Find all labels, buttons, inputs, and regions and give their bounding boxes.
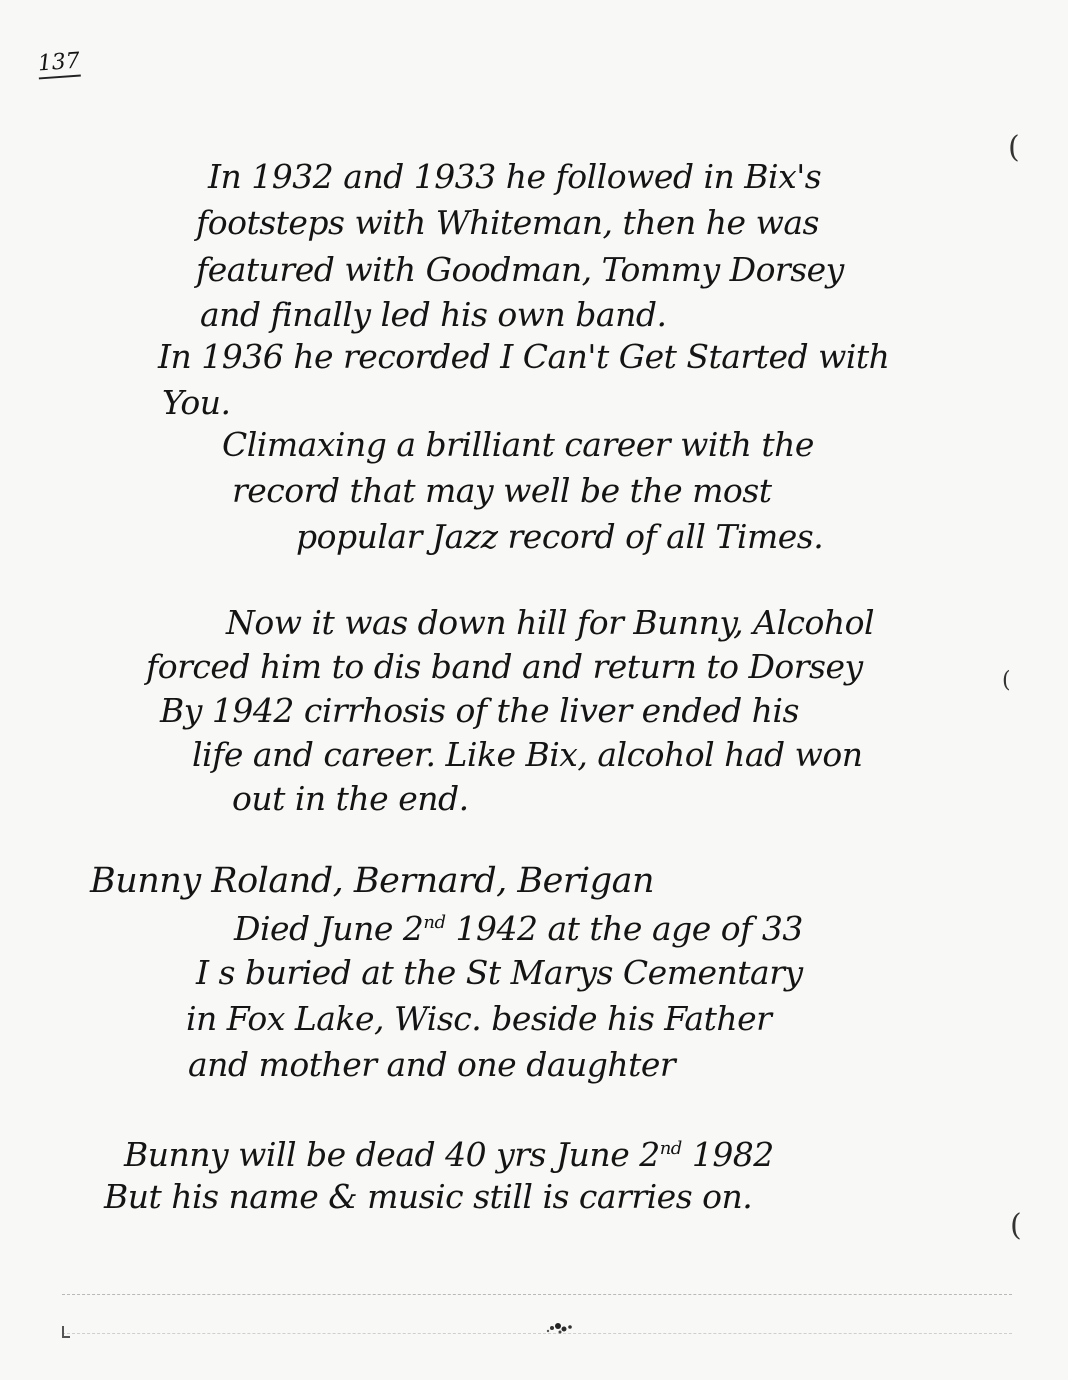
scan-dashed-line	[62, 1333, 1012, 1334]
text-line: and mother and one daughter	[188, 1045, 676, 1084]
text-line: out in the end.	[232, 779, 469, 818]
text-line: Climaxing a brilliant career with the	[222, 425, 814, 464]
text-line: In 1936 he recorded I Can't Get Started with	[158, 337, 890, 376]
text-line: featured with Goodman, Tommy Dorsey	[196, 250, 844, 289]
margin-paren-top: (	[1008, 130, 1020, 165]
margin-paren-bottom: (	[1010, 1208, 1022, 1243]
text-line: forced him to dis band and return to Dorsey	[146, 647, 863, 686]
bunny-dead-text: Bunny will be dead 40 yrs June 2	[124, 1135, 660, 1174]
text-line: I s buried at the St Marys Cementary	[196, 953, 803, 992]
text-line: You.	[162, 383, 231, 422]
text-line: But his name & music still is carries on.	[104, 1177, 753, 1216]
text-line-died	[234, 909, 803, 948]
text-line: record that may well be the most	[232, 471, 772, 510]
text-line: In 1932 and 1933 he followed in Bix's	[208, 157, 822, 196]
scan-corner-mark	[62, 1326, 70, 1338]
died-date-superscript: nd	[423, 912, 446, 933]
ink-smudge-icon	[540, 1318, 580, 1338]
text-line: Now it was down hill for Bunny, Alcohol	[226, 603, 875, 642]
text-line: By 1942 cirrhosis of the liver ended his	[160, 691, 799, 730]
text-line: and finally led his own band.	[200, 295, 667, 334]
margin-paren-middle: (	[1002, 668, 1011, 693]
died-date-rest: 1942 at the age of 33	[445, 909, 803, 948]
text-line: popular Jazz record of all Times.	[296, 517, 824, 556]
page-number: 137	[37, 51, 81, 80]
text-line: in Fox Lake, Wisc. beside his Father	[186, 999, 772, 1038]
scan-dashed-line	[62, 1294, 1012, 1295]
text-line: Bunny Roland, Bernard, Berigan	[90, 861, 655, 901]
bunny-dead-superscript: nd	[659, 1138, 682, 1159]
died-date-text: Died June 2	[234, 909, 424, 948]
bunny-dead-rest: 1982	[681, 1135, 774, 1174]
text-line-bunny-dead	[124, 1135, 774, 1174]
text-line: footsteps with Whiteman, then he was	[196, 203, 819, 242]
text-line: life and career. Like Bix, alcohol had won	[192, 735, 863, 774]
